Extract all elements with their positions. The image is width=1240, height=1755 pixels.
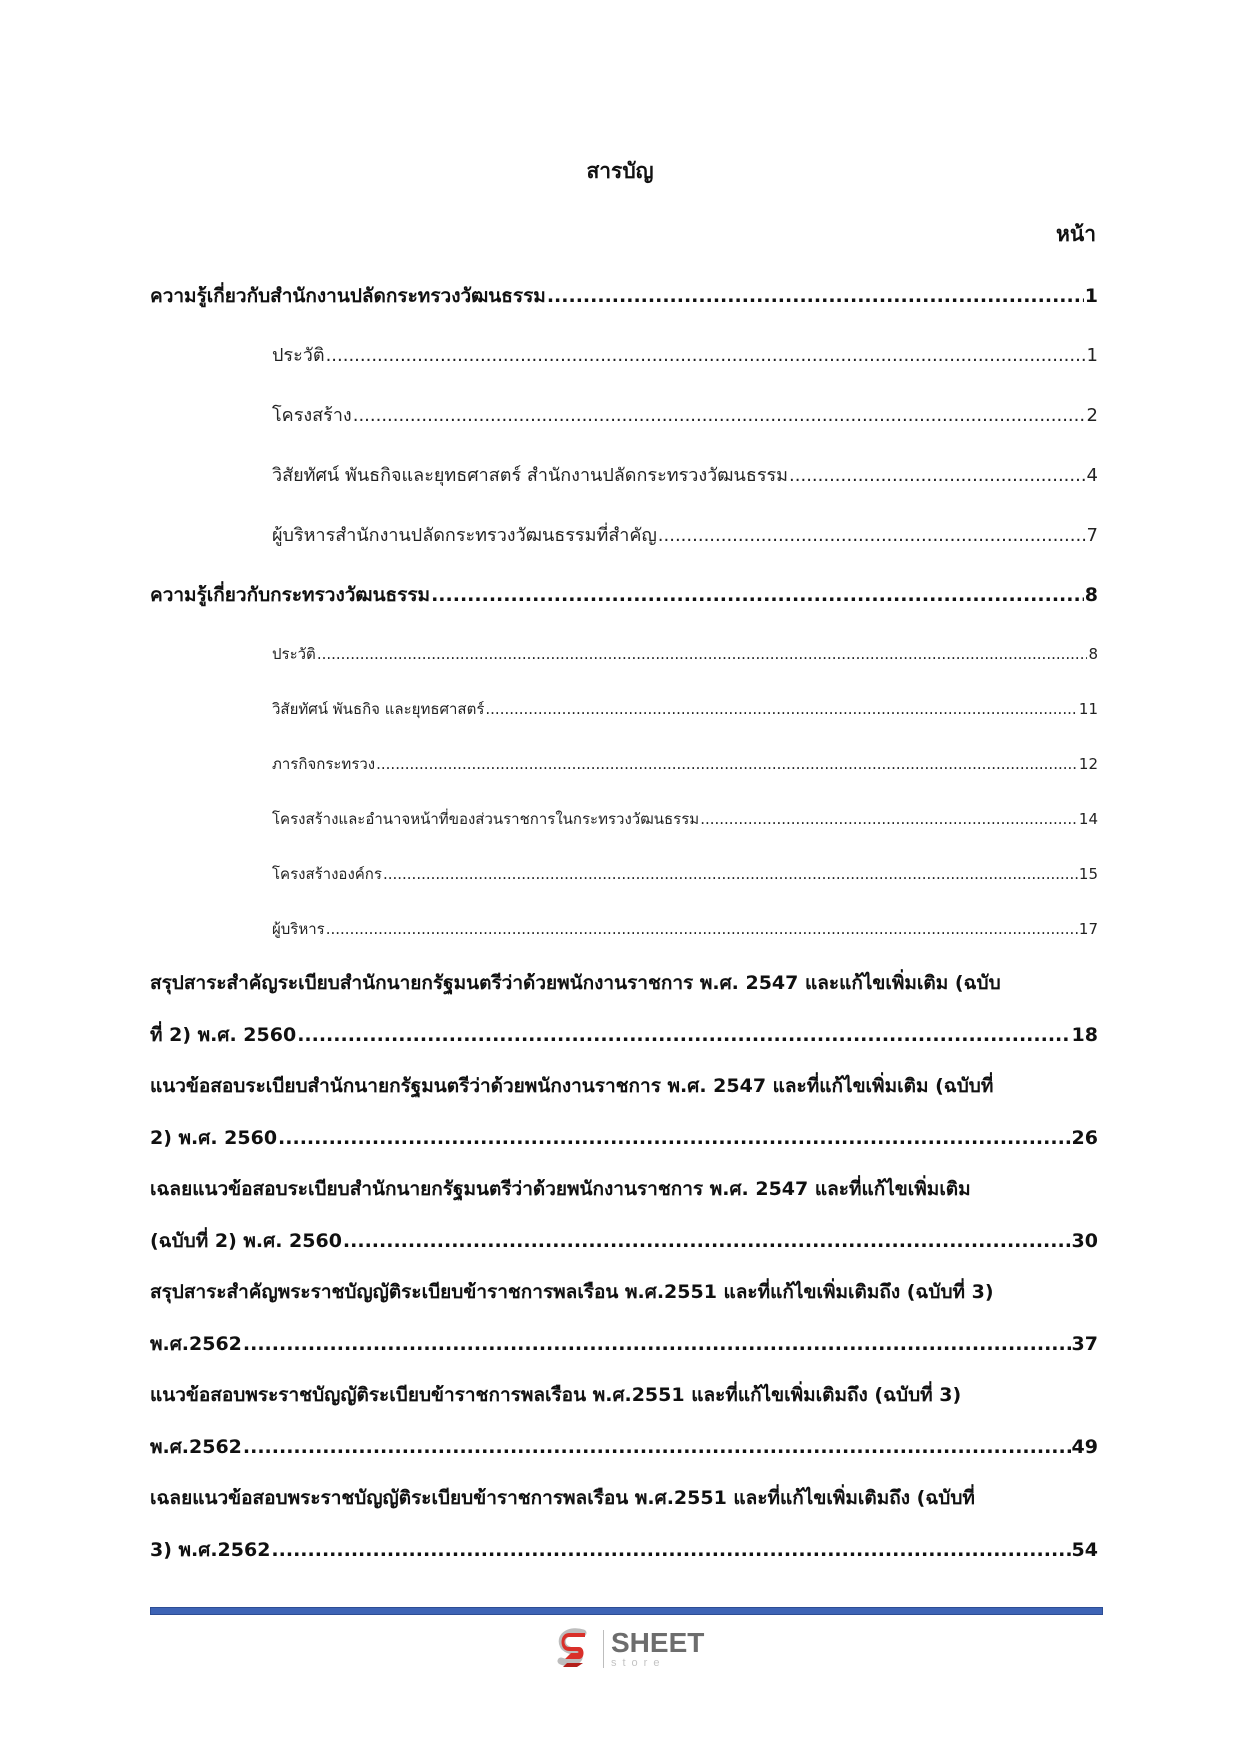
toc-item[interactable] bbox=[272, 460, 1098, 489]
toc-entry-line-2 bbox=[150, 1123, 1098, 1153]
toc-page-number: 7 bbox=[1086, 525, 1098, 546]
toc-entry-label: โครงสร้าง bbox=[272, 405, 352, 426]
toc-section-2[interactable] bbox=[150, 580, 1098, 610]
dot-leader bbox=[297, 1024, 1070, 1046]
toc-entry-label: ที่ 2) พ.ศ. 2560 bbox=[150, 1024, 297, 1046]
toc-item[interactable] bbox=[272, 752, 1098, 776]
toc-page-number: 12 bbox=[1078, 755, 1098, 773]
toc-page-number: 1 bbox=[1086, 345, 1098, 366]
toc-entry-line-2 bbox=[150, 1020, 1098, 1050]
logo-subword: store bbox=[611, 1657, 666, 1669]
toc-item[interactable] bbox=[272, 520, 1098, 549]
toc-entry-label: (ฉบับที่ 2) พ.ศ. 2560 bbox=[150, 1230, 342, 1252]
toc-page-number: 14 bbox=[1078, 810, 1098, 828]
dot-leader bbox=[547, 285, 1084, 307]
toc-page-number: 54 bbox=[1071, 1539, 1098, 1561]
toc-page-number: 49 bbox=[1071, 1436, 1098, 1458]
toc-entry-line-2 bbox=[150, 1226, 1098, 1256]
dot-leader bbox=[383, 865, 1078, 883]
toc-page-number: 4 bbox=[1086, 465, 1098, 486]
toc-entry-label: ภารกิจกระทรวง bbox=[272, 755, 376, 773]
toc-entry-label: พ.ศ.2562 bbox=[150, 1436, 242, 1458]
toc-entry-label: โครงสร้างและอำนาจหน้าที่ของส่วนราชการในกระทรวงวัฒนธรรม bbox=[272, 810, 700, 828]
toc-long-entry[interactable] bbox=[150, 1071, 1098, 1153]
toc-item[interactable] bbox=[272, 862, 1098, 886]
dot-leader bbox=[317, 645, 1088, 663]
toc-page-number: 15 bbox=[1078, 865, 1098, 883]
dot-leader bbox=[326, 345, 1086, 366]
logo-divider bbox=[603, 1630, 604, 1668]
toc-page-number: 30 bbox=[1071, 1230, 1098, 1252]
toc-long-entry[interactable] bbox=[150, 1277, 1098, 1359]
toc-page-number: 18 bbox=[1071, 1024, 1098, 1046]
toc-page-number: 8 bbox=[1084, 584, 1098, 606]
toc-entry-label: พ.ศ.2562 bbox=[150, 1333, 242, 1355]
toc-entry-line-2 bbox=[150, 1329, 1098, 1359]
footer-rule bbox=[150, 1607, 1103, 1615]
logo-word: SHEET bbox=[611, 1627, 705, 1658]
dot-leader bbox=[353, 405, 1086, 426]
toc-section-1[interactable] bbox=[150, 281, 1098, 311]
toc-page-number: 37 bbox=[1071, 1333, 1098, 1355]
toc-entry-label: วิสัยทัศน์ พันธกิจ และยุทธศาสตร์ bbox=[272, 700, 485, 718]
toc-entry-line-1: เฉลยแนวข้อสอบระเบียบสำนักนายกรัฐมนตรีว่าด้วยพนักงานราชการ พ.ศ. 2547 และที่แก้ไขเพิ่มเติม bbox=[150, 1178, 971, 1200]
toc-entry-line-1: สรุปสาระสำคัญระเบียบสำนักนายกรัฐมนตรีว่าด้วยพนักงานราชการ พ.ศ. 2547 และแก้ไขเพิ่มเติม (ฉบับ bbox=[150, 972, 1001, 994]
dot-leader bbox=[658, 525, 1086, 546]
toc-long-entry[interactable] bbox=[150, 968, 1098, 1050]
toc-item[interactable] bbox=[272, 340, 1098, 369]
page-column-label: หน้า bbox=[1056, 222, 1096, 246]
dot-leader bbox=[343, 1230, 1071, 1252]
toc-long-entry[interactable] bbox=[150, 1483, 1098, 1565]
toc-entry-line-1: แนวข้อสอบระเบียบสำนักนายกรัฐมนตรีว่าด้วยพนักงานราชการ พ.ศ. 2547 และที่แก้ไขเพิ่มเติม (ฉบับที่ bbox=[150, 1075, 994, 1097]
toc-long-entry[interactable] bbox=[150, 1380, 1098, 1462]
toc-item[interactable] bbox=[272, 807, 1098, 831]
dot-leader bbox=[431, 584, 1084, 606]
toc-entry-line-1: เฉลยแนวข้อสอบพระราชบัญญัติระเบียบข้าราชการพลเรือน พ.ศ.2551 และที่แก้ไขเพิ่มเติมถึง (ฉบับที่ bbox=[150, 1487, 975, 1509]
toc-entry-label: ผู้บริหารสำนักงานปลัดกระทรวงวัฒนธรรมที่สำคัญ bbox=[272, 525, 657, 546]
toc-page-number: 26 bbox=[1071, 1127, 1098, 1149]
dot-leader bbox=[243, 1333, 1071, 1355]
toc-entry-line-1: สรุปสาระสำคัญพระราชบัญญัติระเบียบข้าราชการพลเรือน พ.ศ.2551 และที่แก้ไขเพิ่มเติมถึง (ฉบับที่ 3) bbox=[150, 1281, 994, 1303]
sheet-store-logo bbox=[553, 1627, 704, 1671]
toc-long-entry[interactable] bbox=[150, 1174, 1098, 1256]
dot-leader bbox=[271, 1539, 1070, 1561]
dot-leader bbox=[700, 810, 1078, 828]
toc-page-number: 1 bbox=[1084, 285, 1098, 307]
toc-entry-label: 3) พ.ศ.2562 bbox=[150, 1539, 271, 1561]
dot-leader bbox=[243, 1436, 1071, 1458]
dot-leader bbox=[376, 755, 1078, 773]
toc-entry-line-2 bbox=[150, 1535, 1098, 1565]
dot-leader bbox=[278, 1127, 1071, 1149]
toc-title: สารบัญ bbox=[586, 159, 654, 183]
toc-entry-label: ความรู้เกี่ยวกับกระทรวงวัฒนธรรม bbox=[150, 584, 431, 606]
dot-leader bbox=[485, 700, 1078, 718]
toc-entry-line-2 bbox=[150, 1432, 1098, 1462]
toc-entry-label: ผู้บริหาร bbox=[272, 920, 325, 938]
toc-item[interactable] bbox=[272, 697, 1098, 721]
toc-entry-label: 2) พ.ศ. 2560 bbox=[150, 1127, 278, 1149]
toc-item[interactable] bbox=[272, 400, 1098, 429]
toc-entry-line-1: แนวข้อสอบพระราชบัญญัติระเบียบข้าราชการพลเรือน พ.ศ.2551 และที่แก้ไขเพิ่มเติมถึง (ฉบับที่ 3) bbox=[150, 1384, 962, 1406]
toc-item[interactable] bbox=[272, 642, 1098, 666]
toc-page-number: 17 bbox=[1078, 920, 1098, 938]
toc-entry-label: ประวัติ bbox=[272, 645, 316, 663]
toc-entry-label: โครงสร้างองค์กร bbox=[272, 865, 382, 883]
toc-entry-label: ประวัติ bbox=[272, 345, 325, 366]
toc-item[interactable] bbox=[272, 917, 1098, 941]
toc-page-number: 8 bbox=[1088, 645, 1098, 663]
toc-entry-label: วิสัยทัศน์ พันธกิจและยุทธศาสตร์ สำนักงานปลัดกระทรวงวัฒนธรรม bbox=[272, 465, 789, 486]
dot-leader bbox=[326, 920, 1078, 938]
toc-page-number: 11 bbox=[1078, 700, 1098, 718]
toc-page-number: 2 bbox=[1086, 405, 1098, 426]
toc-entry-label: ความรู้เกี่ยวกับสำนักงานปลัดกระทรวงวัฒนธรรม bbox=[150, 285, 546, 307]
dot-leader bbox=[789, 465, 1086, 486]
sheet-logo-mark-icon bbox=[553, 1627, 597, 1671]
